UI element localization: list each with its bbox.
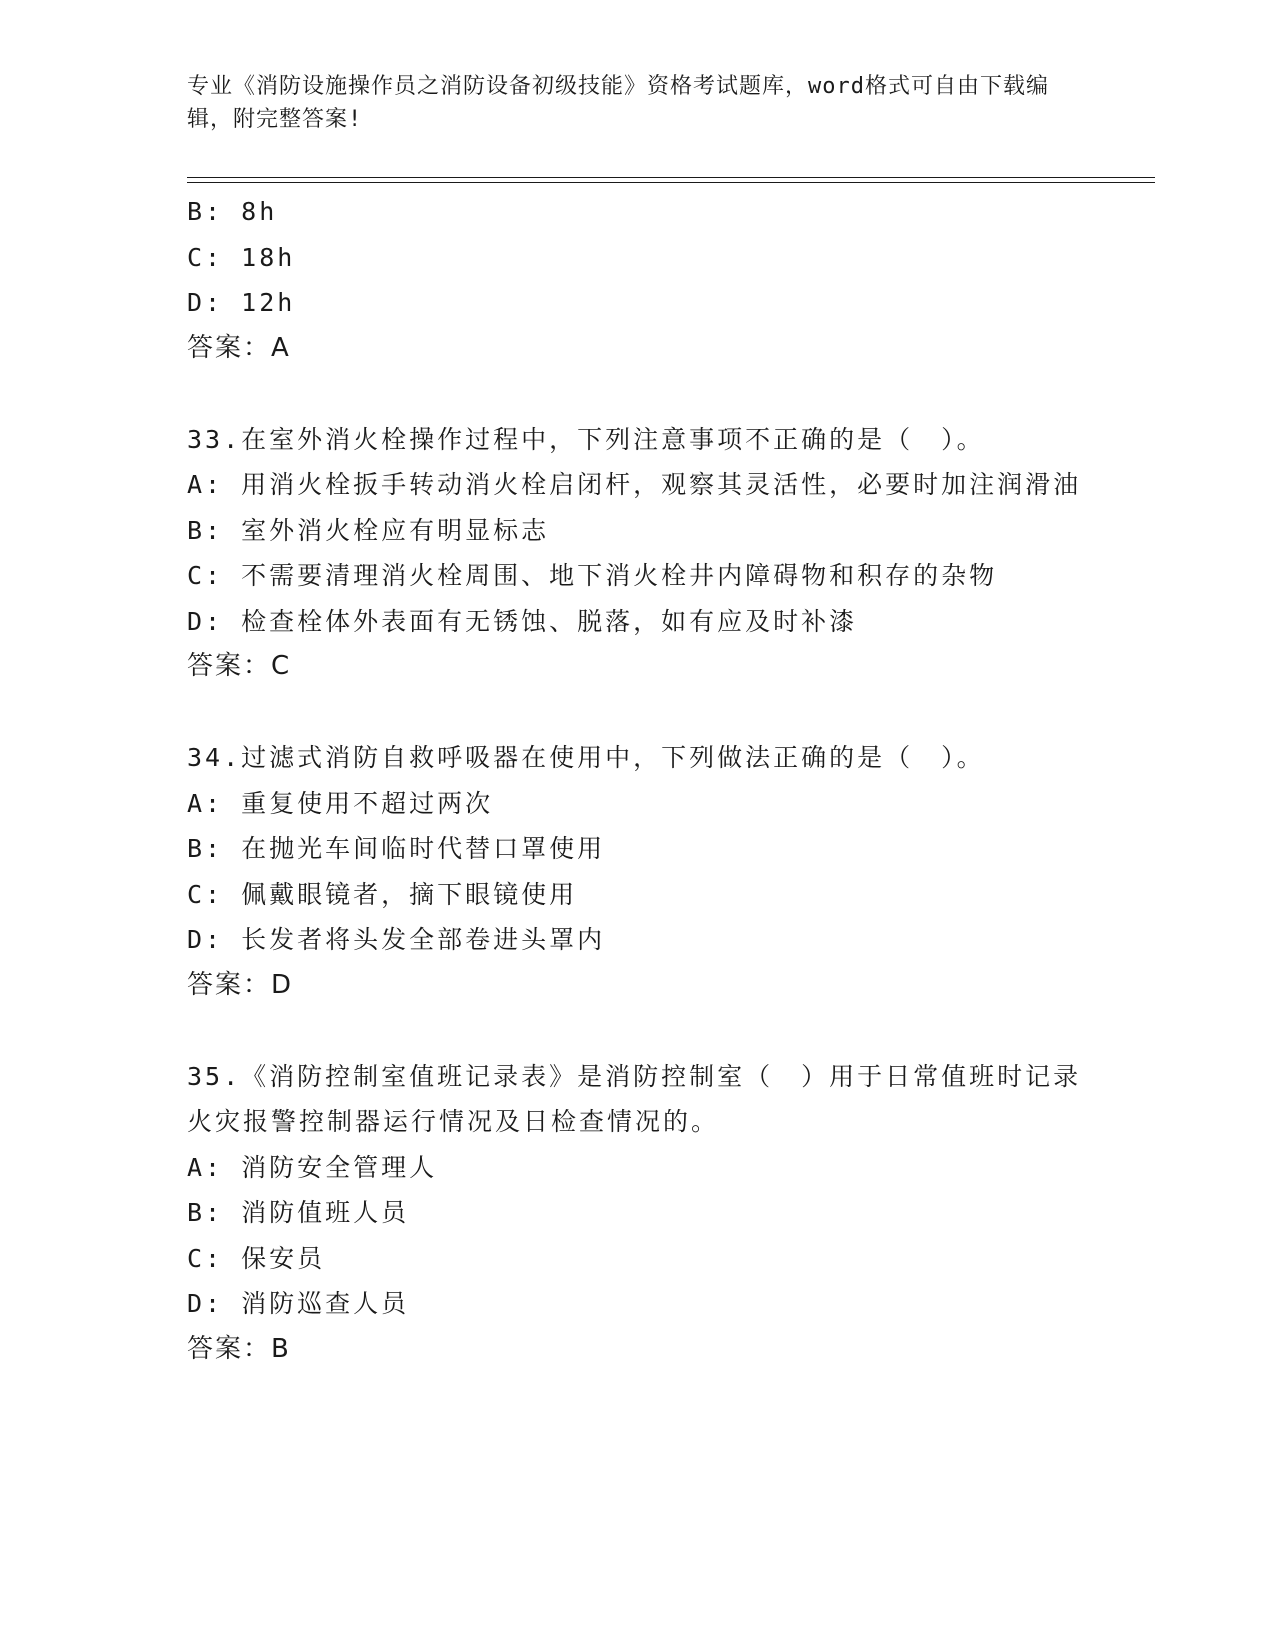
- question-stem: 33.在室外消火栓操作过程中，下列注意事项不正确的是（ ）。: [187, 424, 985, 454]
- question-list: [187, 189, 1087, 1372]
- option-a: A: 消防安全管理人: [187, 1152, 438, 1182]
- option-a: A: 用消火栓扳手转动消火栓启闭杆，观察其灵活性，必要时加注润滑油: [187, 470, 1082, 499]
- header-divider-top: [187, 177, 1155, 178]
- question-stem: 34.过滤式消防自救呼吸器在使用中，下列做法正确的是（ ）。: [187, 743, 985, 772]
- previous-question-tail: [187, 189, 1087, 371]
- question-34: [187, 735, 1087, 1008]
- spacer: [187, 690, 1087, 736]
- spacer: [187, 1008, 1087, 1054]
- question-stem: 35.《消防控制室值班记录表》是消防控制室（ ）用于日常值班时记录火灾报警控制器运行情况及日检查情况的。: [187, 1061, 1082, 1136]
- option-d: D: 检查栓体外表面有无锈蚀、脱落，如有应及时补漆: [187, 606, 858, 636]
- option-a: A: 重复使用不超过两次: [187, 788, 494, 818]
- option-c: C: 18h: [187, 242, 296, 272]
- option-b: B: 消防值班人员: [187, 1198, 410, 1227]
- header-intro-text: 专业《消防设施操作员之消防设备初级技能》资格考试题库，word格式可自由下载编辑，附完整答案!: [187, 74, 1049, 132]
- answer-line: 答案：C: [187, 651, 292, 681]
- option-c: C: 不需要清理消火栓周围、地下消火栓井内障碍物和积存的杂物: [187, 561, 998, 590]
- option-d: D: 12h: [187, 288, 296, 317]
- document-header: [187, 70, 1087, 136]
- question-35: [187, 1054, 1087, 1373]
- option-d: D: 长发者将头发全部卷进头罩内: [187, 925, 606, 954]
- option-c: C: 保安员: [187, 1243, 326, 1273]
- option-b: B: 室外消火栓应有明显标志: [187, 515, 550, 545]
- spacer: [187, 371, 1087, 417]
- option-b: B: 在抛光车间临时代替口罩使用: [187, 834, 606, 863]
- answer-line: 答案：A: [187, 332, 291, 363]
- option-b: B: 8h: [187, 197, 278, 226]
- option-c: C: 佩戴眼镜者，摘下眼镜使用: [187, 879, 578, 909]
- answer-line: 答案：B: [187, 1333, 291, 1364]
- answer-line: 答案：D: [187, 969, 294, 1000]
- question-33: [187, 417, 1087, 690]
- option-d: D: 消防巡查人员: [187, 1289, 410, 1318]
- header-divider-bottom: [187, 182, 1155, 183]
